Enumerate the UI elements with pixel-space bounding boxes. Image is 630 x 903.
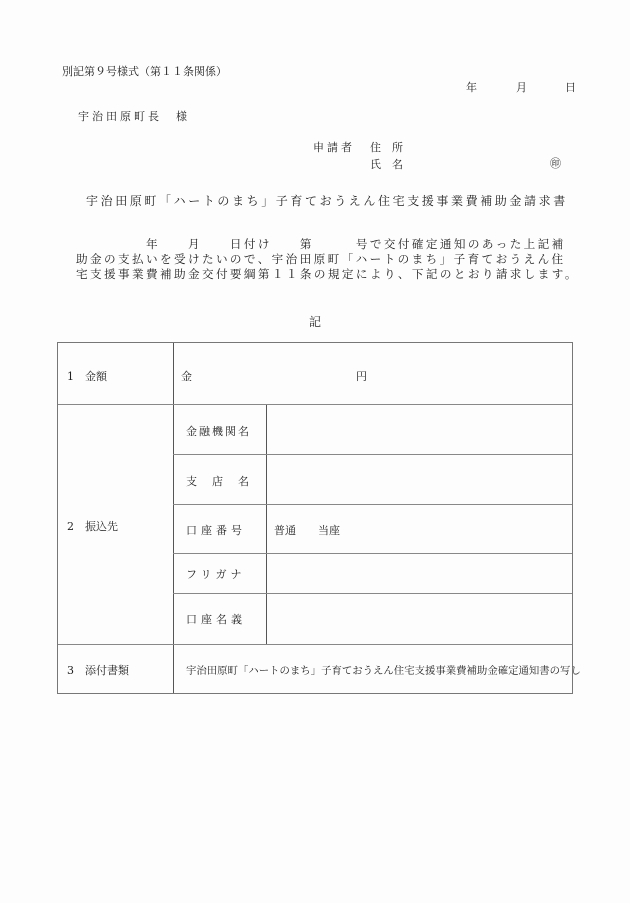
table-divider — [173, 593, 572, 594]
date-day: 日 — [565, 81, 576, 94]
amount-prefix: 金 — [181, 370, 192, 383]
attachment-label: 3 添付書類 — [67, 664, 129, 677]
amount-suffix: 円 — [356, 370, 367, 383]
table-divider — [173, 343, 174, 693]
bank-name-label: 金融機関名 — [186, 425, 251, 438]
body-line: 宅支援事業費補助金交付要綱第１１条の規定により、下記のとおり請求します。 — [76, 267, 579, 281]
table-divider — [266, 404, 267, 644]
document-title: 宇治田原町「ハートのまち」子育ておうえん住宅支援事業費補助金請求書 — [86, 194, 568, 208]
account-number-label: 口座番号 — [186, 524, 246, 537]
ki-label: 記 — [309, 315, 322, 329]
attachment-value: 宇治田原町「ハートのまち」子育ておうえん住宅支援事業費補助金確定通知書の写し — [186, 665, 581, 677]
table-divider — [173, 504, 572, 505]
date-year: 年 — [466, 81, 477, 94]
table-divider — [58, 404, 572, 405]
name-label: 氏 名 — [370, 158, 403, 171]
table-divider — [173, 553, 572, 554]
table-divider — [173, 454, 572, 455]
transfer-label: 2 振込先 — [67, 520, 118, 533]
addressee: 宇治田原町長 様 — [78, 110, 190, 123]
table-divider — [58, 644, 572, 645]
furigana-label: フリガナ — [186, 568, 246, 581]
seal-mark: ㊞ — [550, 157, 561, 170]
branch-name-label: 支 店 名 — [186, 475, 251, 488]
account-holder-label: 口座名義 — [186, 613, 246, 626]
address-label: 住 所 — [370, 141, 403, 154]
date-line — [466, 79, 576, 95]
date-month: 月 — [516, 81, 527, 94]
form-number: 別記第９号様式（第１１条関係） — [62, 65, 227, 78]
applicant-label: 申請者 — [313, 141, 355, 154]
amount-label: 1 金額 — [67, 370, 107, 383]
body-text — [76, 237, 579, 282]
claim-table — [57, 342, 581, 694]
body-line: 年 月 日付け 第 号で交付確定通知のあった上記補 — [76, 237, 566, 251]
body-line: 助金の支払いを受けたいので、宇治田原町「ハートのまち」子育ておうえん住 — [76, 252, 566, 266]
account-type-options[interactable]: 普通 当座 — [274, 524, 340, 537]
